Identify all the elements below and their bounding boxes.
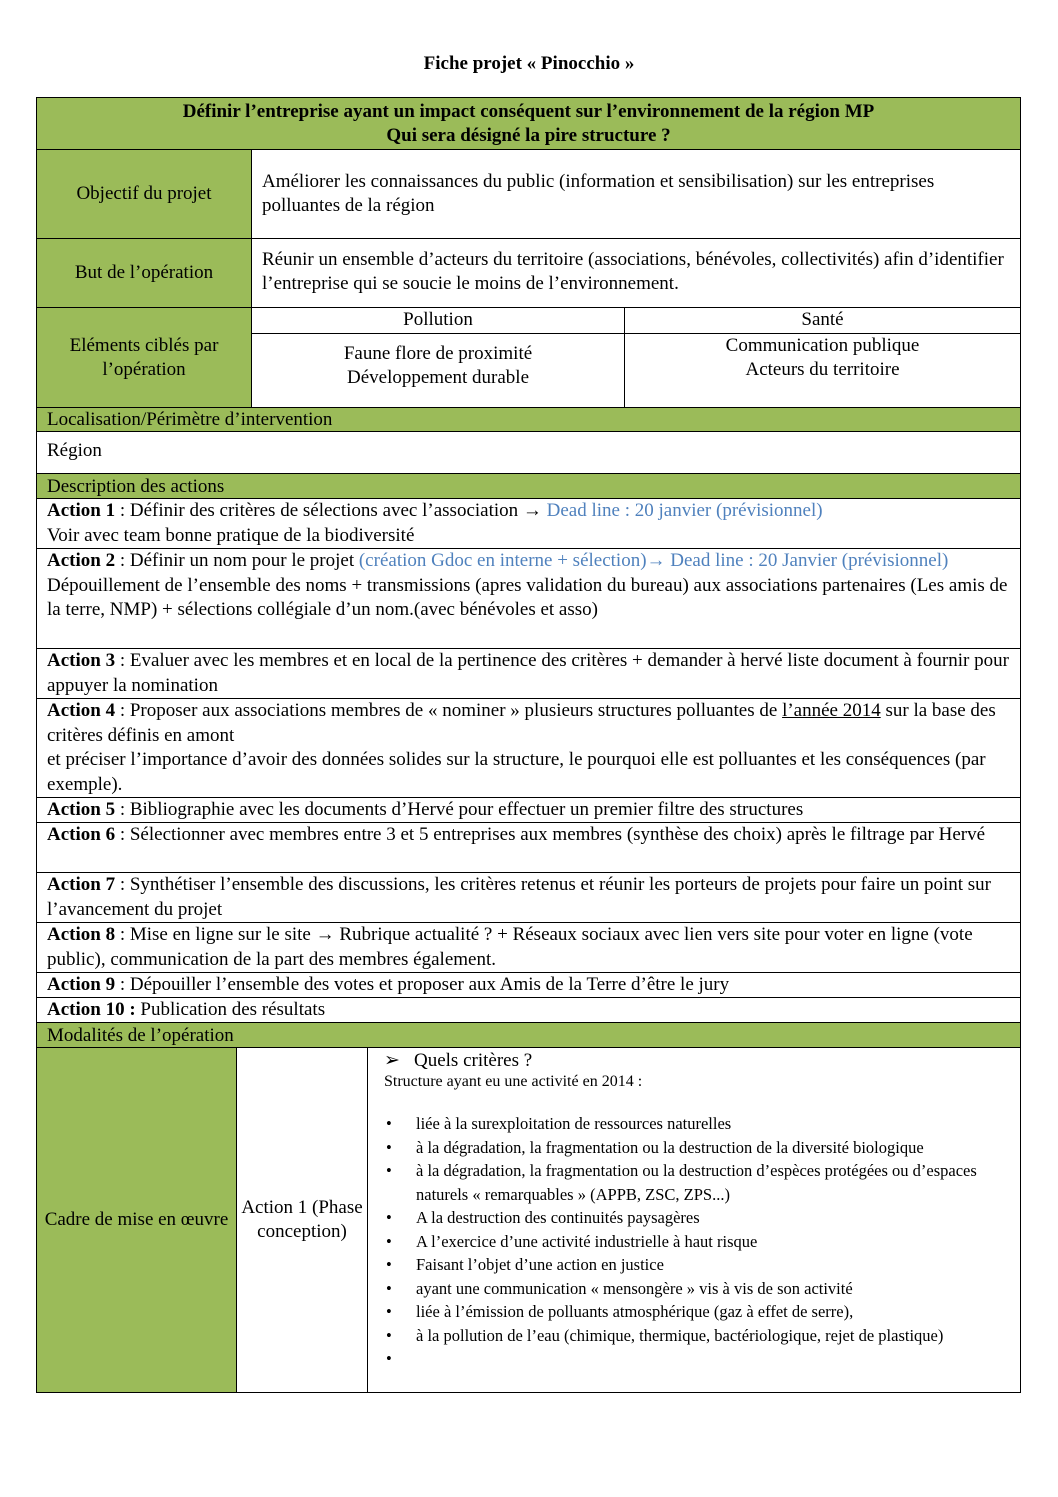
action-4-line-2: et préciser l’importance d’avoir des données solides sur la structure, le pourquoi elle est polluantes et les conséquences (par exemple). (47, 749, 986, 795)
arrow-icon: → (522, 500, 542, 521)
action-8 (37, 923, 1020, 973)
action-9-text: : Dépouiller l’ensemble des votes et proposer aux Amis de la Terre d’être le jury (115, 974, 730, 995)
action-8-text: : Mise en ligne sur le site (115, 924, 316, 945)
action-6-text: : Sélectionner avec membres entre 3 et 5 entreprises aux membres (synthèse des choix) après le filtrage par Hervé (115, 824, 986, 845)
list-item: • ayant une communication « mensongère » vis à vis de son activité (384, 1277, 1014, 1301)
arrow-icon: → (646, 550, 666, 571)
list-item: • à la pollution de l’eau (chimique, thermique, bactériologique, rejet de plastique) (384, 1324, 1014, 1348)
pollution-header: Pollution (252, 308, 625, 333)
objectif-row (37, 150, 1020, 239)
action-2-label: Action 2 (47, 550, 116, 571)
but-label: But de l’opération (37, 239, 252, 307)
list-item: • Faisant l’objet d’une action en justice (384, 1253, 1014, 1277)
sante-line-2: Acteurs du territoire (745, 359, 900, 380)
criteres-heading (384, 1050, 1014, 1072)
action-5-text: : Bibliographie avec les documents d’Hervé pour effectuer un premier filtre des structures (115, 799, 804, 820)
action-1 (37, 499, 1020, 549)
action-1-text: : Définir des critères de sélections avec l’association (115, 500, 523, 521)
action-phase-label: Action 1 (Phase conception) (237, 1048, 368, 1392)
but-text: Réunir un ensemble d’acteurs du territoire (associations, bénévoles, collectivités) afin d’identifier l’entreprise qui se soucie le moins de l’environnement. (262, 249, 1004, 294)
elements-head-row (252, 308, 1020, 334)
localisation-value: Région (37, 432, 1020, 474)
action-1-label: Action 1 (47, 500, 116, 521)
header-line-1: Définir l’entreprise ayant un impact conséquent sur l’environnement de la région MP (182, 101, 875, 122)
list-item: • liée à l’émission de polluants atmosphérique (gaz à effet de serre), (384, 1300, 1014, 1324)
sante-line-1: Communication publique (725, 335, 920, 356)
list-item: • à la dégradation, la fragmentation ou la destruction de la diversité biologique (384, 1136, 1014, 1160)
but-row (37, 239, 1020, 308)
pollution-line-2: Développement durable (346, 367, 529, 388)
action-4-text: : Proposer aux associations membres de « nominer » plusieurs structures polluantes de (115, 700, 783, 721)
action-3 (37, 649, 1020, 699)
elements-targets (252, 308, 1020, 407)
action-7-text: : Synthétiser l’ensemble des discussions, les critères retenus et réunir les porteurs de projets pour faire un point sur l’avancement du projet (47, 874, 991, 920)
sante-header: Santé (801, 309, 844, 330)
description-label: Description des actions (37, 474, 1020, 499)
modalites-label: Modalités de l’opération (37, 1023, 1020, 1048)
action-3-label: Action 3 (47, 650, 116, 671)
action-5-label: Action 5 (47, 799, 116, 820)
action-8-label: Action 8 (47, 924, 116, 945)
objectif-label: Objectif du projet (37, 150, 252, 238)
action-4-text-2: sur la base des critères définis en amont (47, 700, 996, 746)
action-8-text-2: Rubrique actualité ? + Réseaux sociaux avec lien vers site pour voter en ligne (vote public), communication de la part des membres également. (47, 924, 973, 970)
action-2-gdoc: (création Gdoc en interne + sélection) (358, 550, 647, 571)
document-title: Fiche projet « Pinocchio » (423, 53, 635, 74)
action-4 (37, 699, 1020, 798)
action-3-text: : Evaluer avec les membres et en local de la pertinence des critères + demander à hervé liste document à fournir pour appuyer la nomination (47, 650, 1009, 696)
action-10-label: Action 10 : (47, 999, 136, 1020)
action-2 (37, 549, 1020, 649)
sheet-header (37, 98, 1020, 150)
modalites-row (37, 1048, 1020, 1392)
header-line-2: Qui sera désigné la pire structure ? (386, 125, 671, 146)
criteres-list (384, 1112, 1014, 1347)
list-item: • A la destruction des continuités paysagères (384, 1206, 1014, 1230)
action-2-deadline: Dead line : 20 Janvier (prévisionnel) (670, 550, 949, 571)
criteres-title: Quels critères ? (414, 1050, 533, 1071)
action-1-deadline: Dead line : 20 janvier (prévisionnel) (546, 500, 823, 521)
criteres-cell (368, 1048, 1020, 1392)
elements-label: Eléments ciblés par l’opération (37, 308, 252, 407)
action-1-line-2: Voir avec team bonne pratique de la biodiversité (47, 524, 415, 546)
action-9 (37, 973, 1020, 998)
action-10-text: Publication des résultats (135, 999, 326, 1020)
action-7 (37, 873, 1020, 923)
elements-body-row (252, 334, 1020, 407)
list-item: • liée à la surexploitation de ressources naturelles (384, 1112, 1014, 1136)
arrow-icon: → (315, 924, 335, 945)
action-2-line-2: Dépouillement de l’ensemble des noms + transmissions (apres validation du bureau) aux associations partenaires (Les amis de la terre, NMP) + sélections collégiale d’un nom.(avec bénévoles et asso) (47, 574, 1008, 620)
objectif-text: Améliorer les connaissances du public (information et sensibilisation) sur les entreprises polluantes de la région (262, 171, 935, 216)
list-item: • A l’exercice d’une activité industrielle à haut risque (384, 1230, 1014, 1254)
cadre-label: Cadre de mise en œuvre (37, 1048, 237, 1392)
arrowhead-bullet-icon: ➢ (384, 1050, 400, 1071)
list-item: • à la dégradation, la fragmentation ou la destruction d’espèces protégées ou d’espaces naturels « remarquables » (APPB, ZSC, ZPS...) (384, 1159, 1014, 1206)
action-6 (37, 823, 1020, 873)
pollution-line-1: Faune flore de proximité (343, 343, 533, 364)
action-4-label: Action 4 (47, 700, 116, 721)
action-10 (37, 998, 1020, 1023)
pollution-cell (252, 334, 625, 407)
criteres-intro: Structure ayant eu une activité en 2014 : (384, 1073, 643, 1090)
sante-cell (625, 334, 1020, 407)
localisation-label: Localisation/Périmètre d’intervention (37, 408, 1020, 432)
action-4-year: l’année 2014 (782, 700, 881, 721)
action-7-label: Action 7 (47, 874, 116, 895)
elements-row (37, 308, 1020, 408)
action-6-label: Action 6 (47, 824, 116, 845)
action-5 (37, 798, 1020, 823)
action-9-label: Action 9 (47, 974, 116, 995)
project-sheet-table (36, 97, 1021, 1393)
action-2-text: : Définir un nom pour le projet (115, 550, 359, 571)
